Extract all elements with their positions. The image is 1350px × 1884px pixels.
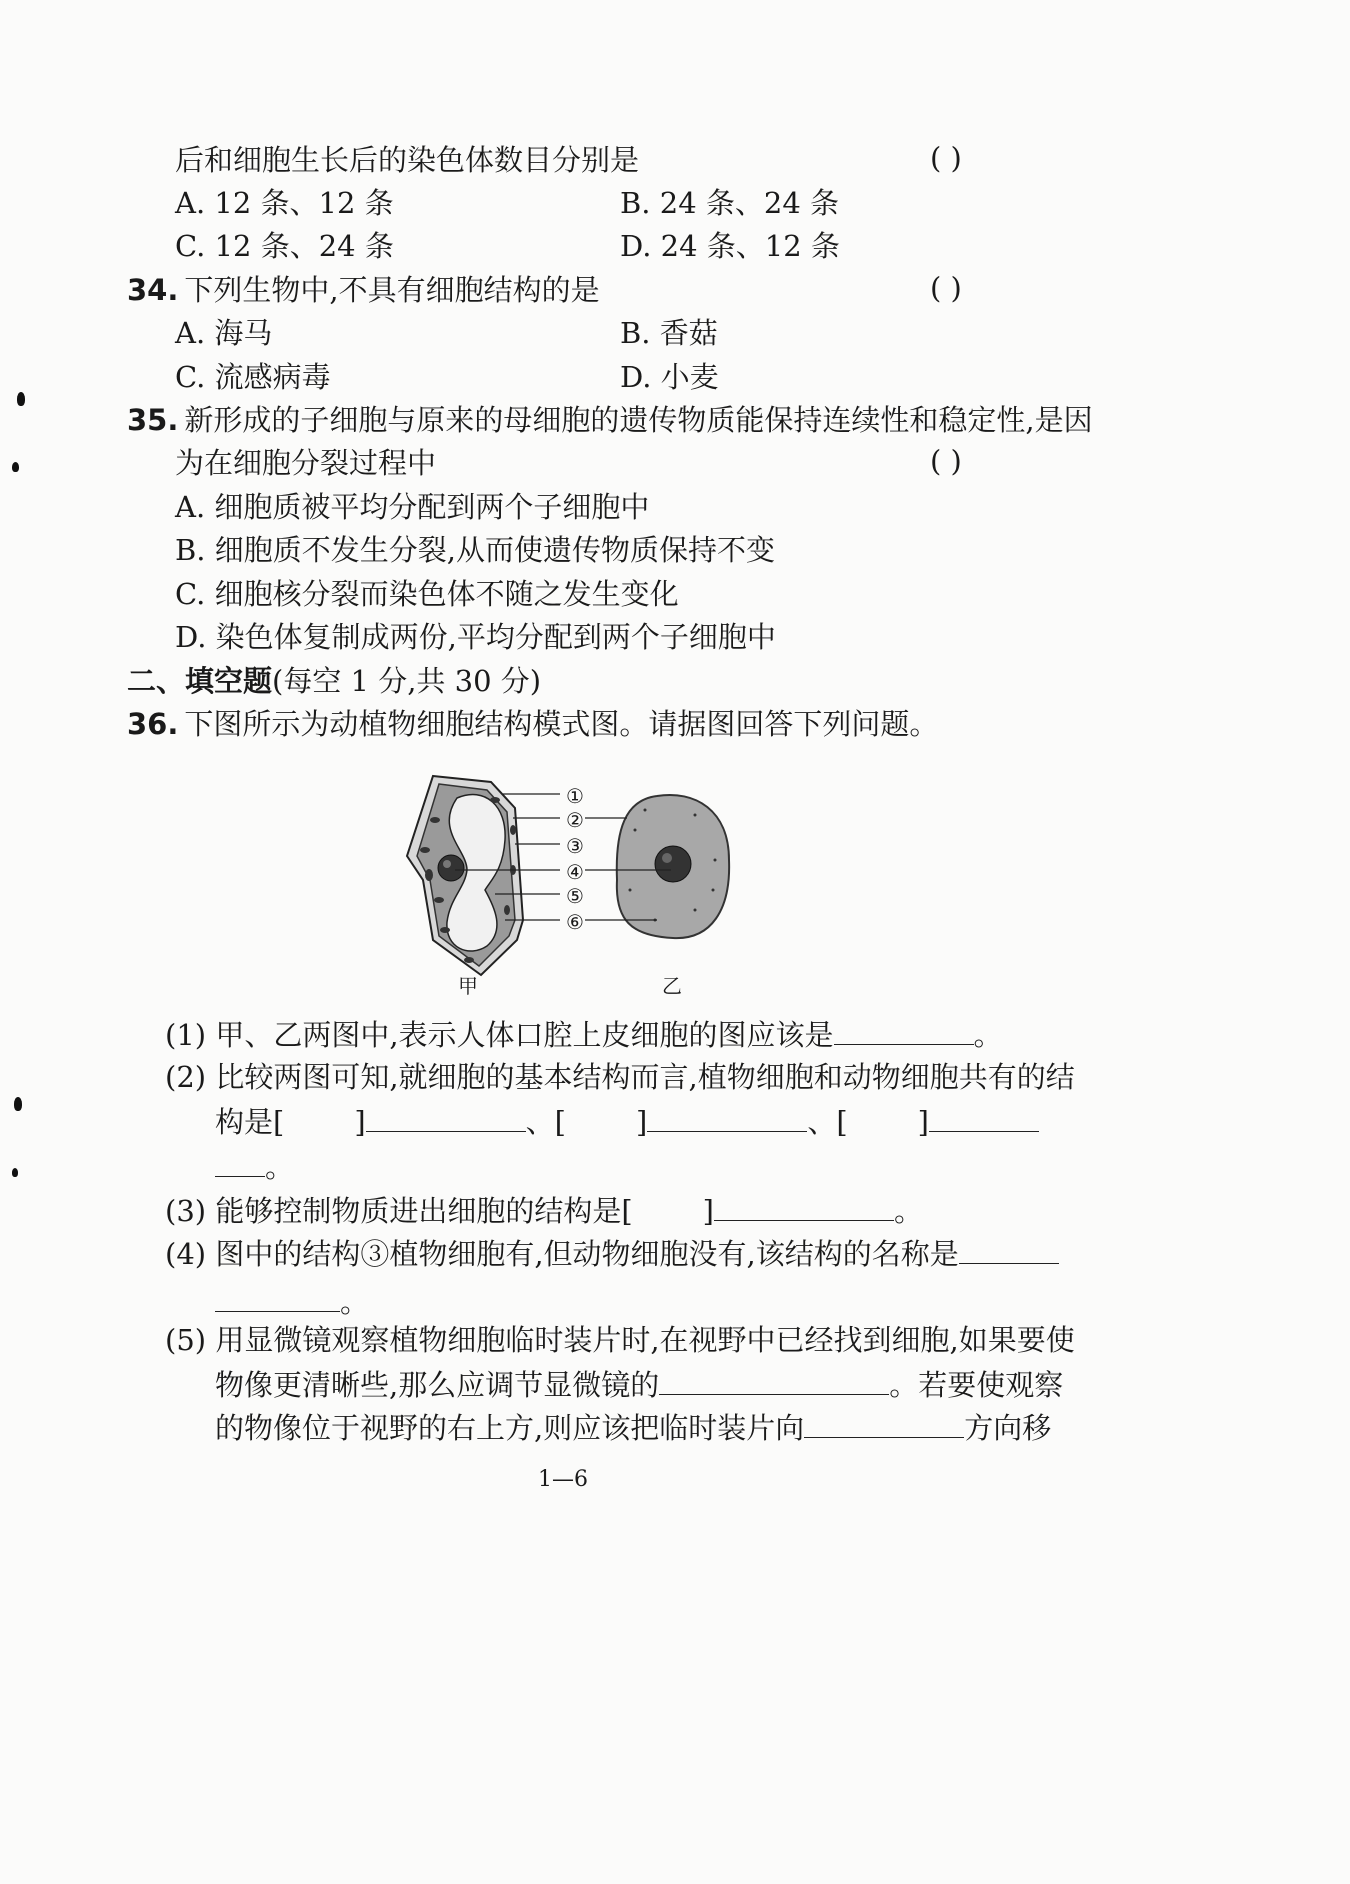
q36-sub4-line2 — [215, 1281, 369, 1322]
page-number: 1—6 — [538, 1467, 588, 1492]
q34-option-d: D. 小麦 — [620, 360, 719, 394]
q36-sub2-blank1[interactable] — [366, 1101, 526, 1132]
q36-sub4 — [165, 1233, 1059, 1274]
figure-label-2: ② — [566, 808, 584, 832]
q33-option-b: B. 24 条、24 条 — [620, 186, 839, 220]
q33-stem-tail: 后和细胞生长后的染色体数目分别是 — [175, 143, 640, 177]
margin-mark-4 — [12, 1168, 18, 1177]
q33-answer-paren[interactable]: ( ) — [930, 141, 962, 175]
q35-option-a: A. 细胞质被平均分配到两个子细胞中 — [175, 490, 650, 524]
q36-sub3-blank[interactable] — [714, 1190, 894, 1221]
figure-label-3: ③ — [566, 834, 584, 858]
q34-stem: 下列生物中,不具有细胞结构的是 — [184, 273, 600, 307]
q36-sub5-blank1[interactable] — [659, 1364, 889, 1395]
q36-sub2-start: 构是[ — [215, 1105, 285, 1139]
q36-sub5-text3b: 方向移 — [964, 1411, 1052, 1445]
q36-sub2-close1: ] — [354, 1105, 366, 1139]
q36-number: 36. — [127, 707, 179, 741]
q36-sub2-end: 。 — [265, 1150, 295, 1184]
section-title: 二、填空题 — [127, 664, 273, 698]
q35-option-d: D. 染色体复制成两份,平均分配到两个子细胞中 — [175, 620, 776, 654]
q35-answer-paren[interactable]: ( ) — [930, 444, 962, 478]
q35-option-b: B. 细胞质不发生分裂,从而使遗传物质保持不变 — [175, 533, 775, 567]
q34-option-b: B. 香菇 — [620, 316, 718, 350]
q36-sub1-text: 甲、乙两图中,表示人体口腔上皮细胞的图应该是 — [215, 1018, 834, 1052]
q35-stem-line1 — [127, 400, 1093, 440]
margin-mark-3 — [14, 1097, 22, 1111]
q36-sub1-num: (1) — [165, 1018, 207, 1052]
figure-label-1: ① — [566, 784, 584, 808]
q36-sub2-blank3-cont[interactable] — [215, 1146, 265, 1177]
figure-label-6: ⑥ — [566, 910, 584, 934]
q36-sub3-end: 。 — [893, 1194, 923, 1228]
q35-option-c: C. 细胞核分裂而染色体不随之发生变化 — [175, 577, 679, 611]
q35-number: 35. — [127, 403, 179, 437]
q36-sub2-num: (2) — [165, 1060, 207, 1094]
q34-option-a: A. 海马 — [175, 316, 273, 350]
q35-stem-line2: 为在细胞分裂过程中 — [175, 446, 437, 480]
margin-mark-1 — [17, 392, 25, 406]
q35-stem-1: 新形成的子细胞与原来的母细胞的遗传物质能保持连续性和稳定性,是因 — [184, 403, 1093, 437]
q36-sub5-text2a: 物像更清晰些,那么应调节显微镜的 — [215, 1368, 660, 1402]
q36-sub5-blank2[interactable] — [804, 1407, 964, 1438]
section-note: (每空 1 分,共 30 分) — [272, 664, 542, 698]
q36-sub2-text1: 比较两图可知,就细胞的基本结构而言,植物细胞和动物细胞共有的结 — [215, 1060, 1075, 1094]
q36-sub4-blank[interactable] — [959, 1233, 1059, 1264]
q36-sub5-text1: 用显微镜观察植物细胞临时装片时,在视野中已经找到细胞,如果要使 — [215, 1323, 1075, 1357]
q36-sub3-text: 能够控制物质进出细胞的结构是[ — [215, 1194, 633, 1228]
q33-option-d: D. 24 条、12 条 — [620, 229, 840, 263]
q36-sub5-text3a: 的物像位于视野的右上方,则应该把临时装片向 — [215, 1411, 805, 1445]
q36-sub2-close2: ] — [635, 1105, 648, 1139]
section-fill-in — [127, 661, 541, 701]
q36-stem: 下图所示为动植物细胞结构模式图。请据图回答下列问题。 — [184, 707, 939, 741]
q36-sub5-line3 — [215, 1407, 1051, 1448]
q36-sub4-text: 图中的结构③植物细胞有,但动物细胞没有,该结构的名称是 — [215, 1237, 959, 1271]
q36-sub2-blank2[interactable] — [647, 1101, 807, 1132]
figure-label-4: ④ — [566, 860, 584, 884]
animal-nucleus — [655, 846, 691, 882]
figure-caption-b: 乙 — [662, 974, 682, 998]
plant-nucleus — [438, 855, 464, 881]
q36-sub2-sep2: 、[ — [807, 1105, 848, 1139]
q36-sub1-blank[interactable] — [834, 1014, 974, 1045]
q36-sub2-line3 — [215, 1146, 294, 1187]
q36-sub2-line1 — [165, 1057, 1075, 1097]
q33-option-a: A. 12 条、12 条 — [175, 186, 394, 220]
margin-mark-2 — [12, 462, 19, 472]
q36-sub5-line1 — [165, 1320, 1075, 1360]
q36-sub5-num: (5) — [165, 1323, 207, 1357]
q36-sub4-num: (4) — [165, 1237, 207, 1271]
q36-stem-line — [127, 704, 938, 744]
q34-number: 34. — [127, 273, 179, 307]
q36-sub3 — [165, 1190, 923, 1231]
q36-sub2-blank3[interactable] — [929, 1101, 1039, 1132]
q36-sub5-line2 — [215, 1364, 1063, 1405]
q36-sub3-num: (3) — [165, 1194, 207, 1228]
q36-sub1 — [165, 1014, 1003, 1055]
q33-option-c: C. 12 条、24 条 — [175, 229, 394, 263]
figure-caption-a: 甲 — [458, 974, 478, 998]
q36-sub2-close3: ] — [917, 1105, 929, 1139]
q36-sub4-end: 。 — [340, 1285, 370, 1319]
q36-sub5-text2b: 。若要使观察 — [889, 1368, 1064, 1402]
q36-sub1-end: 。 — [973, 1018, 1003, 1052]
q34-option-c: C. 流感病毒 — [175, 360, 331, 394]
q36-sub4-blank-cont[interactable] — [215, 1281, 340, 1312]
q36-sub2-line2 — [215, 1101, 1039, 1142]
q36-sub2-sep1: 、[ — [525, 1105, 566, 1139]
q36-sub3-close: ] — [702, 1194, 714, 1228]
figure-label-5: ⑤ — [566, 884, 584, 908]
q34-stem-line — [127, 270, 600, 310]
q34-answer-paren[interactable]: ( ) — [930, 271, 962, 305]
